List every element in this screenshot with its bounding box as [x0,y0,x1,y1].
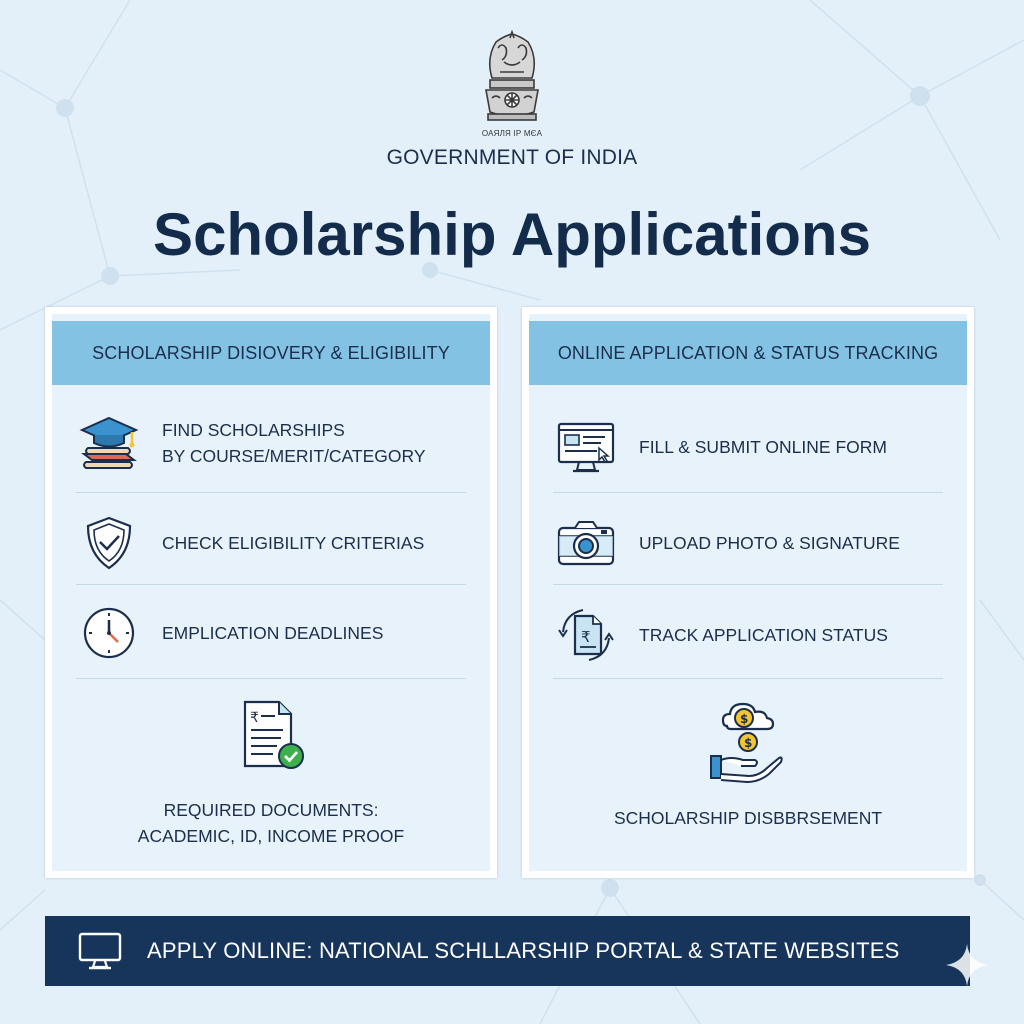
monitor-form-icon [553,414,619,480]
panel-header: ONLINE APPLICATION & STATUS TRACKING [529,321,967,385]
item-label: CHECK ELIGIBILITY CRITERIAS [162,533,425,553]
apply-online-text: APPLY ONLINE: NATIONAL SCHLLARSHIP PORTAL & STATE WEBSITES [147,938,900,963]
divider [553,678,943,679]
divider [553,584,943,585]
item-label: UPLOAD PHOTO & SIGNATURE [639,533,900,553]
discovery-eligibility-panel [45,307,497,878]
government-title: GOVERNMENT OF INDIA [386,146,638,169]
documents-label-line2: ACADEMIC, ID, INCOME PROOF [137,826,405,846]
item-label-line1: FIND SCHOLARSHIPS [162,420,345,440]
list-item-find-scholarships[interactable] [76,410,466,476]
monitor-icon [75,931,125,971]
list-item-upload-photo[interactable] [553,510,943,576]
document-check-icon [231,696,311,776]
panel-header: SCHOLARSHIP DISIOVERY & ELIGIBILITY [52,321,490,385]
shield-check-icon [76,510,142,576]
divider [76,678,466,679]
item-label-line2: BY COURSE/MERIT/CATEGORY [162,446,426,466]
item-label: TRACK APPLICATION STATUS [639,625,888,645]
graduation-cap-books-icon [76,410,142,476]
divider [553,492,943,493]
required-documents-block [52,696,490,849]
page-title: Scholarship Applications [153,201,871,268]
cloud-coins-hand-icon [703,696,793,786]
documents-label-line1: REQUIRED DOCUMENTS: [163,800,379,820]
clock-icon [76,600,142,666]
application-tracking-panel [522,307,974,878]
sparkle-icon [942,940,992,990]
document-refresh-icon [553,602,619,668]
disbursement-block [529,696,967,831]
svg-text:₹: ₹ [250,710,259,726]
emblem-caption: ОАЯЛЯ ІР МЄА [481,129,543,138]
list-item-fill-submit-form[interactable] [553,414,943,480]
list-item-deadlines[interactable] [76,600,466,666]
svg-text:$: $ [744,736,753,750]
list-item-track-status[interactable] [553,602,943,668]
disbursement-label: SCHOLARSHIP DISBBRSEMENT [613,808,883,828]
list-item-check-eligibility[interactable] [76,510,466,576]
item-label: EMPLICATION DEADLINES [162,623,384,643]
apply-online-banner[interactable] [45,916,970,986]
national-emblem-icon [472,28,552,140]
divider [76,584,466,585]
divider [76,492,466,493]
svg-text:$: $ [740,712,749,726]
camera-icon [553,510,619,576]
svg-text:₹: ₹ [581,628,591,646]
item-label: FILL & SUBMIT ONLINE FORM [639,437,887,457]
